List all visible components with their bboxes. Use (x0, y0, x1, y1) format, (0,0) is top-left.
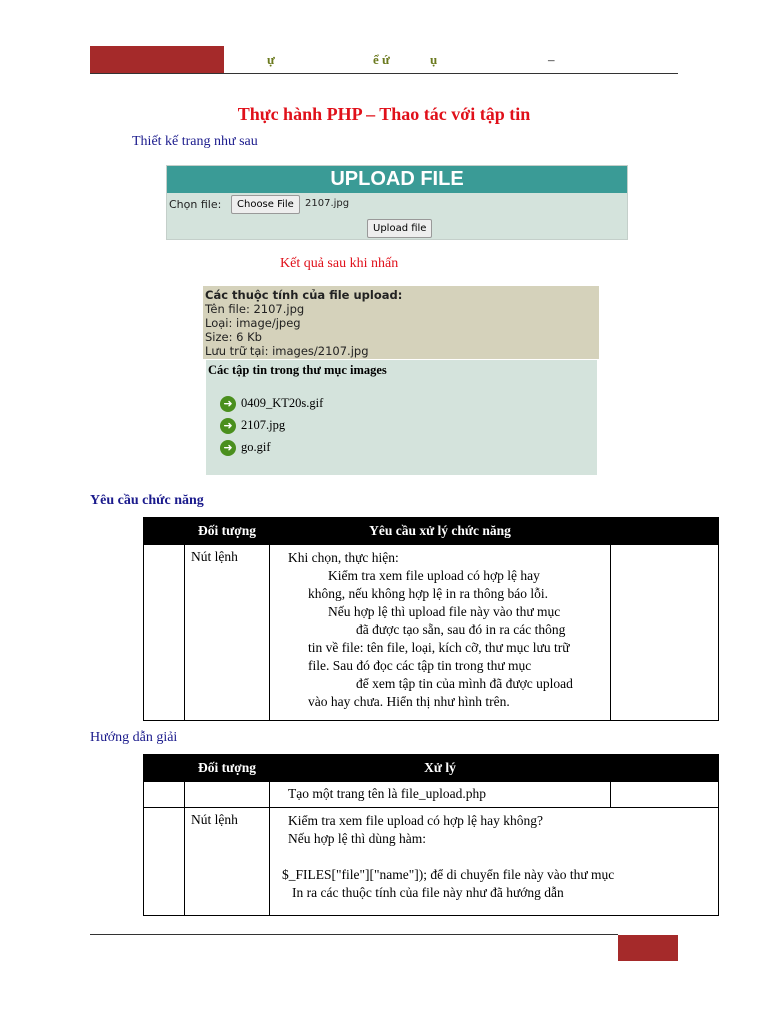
guide-heading: Hướng dẫn giải (90, 730, 178, 745)
table-cell (611, 782, 719, 808)
requirement-line: Nếu hợp lệ thì upload file này vào thư mục (328, 604, 561, 619)
header-fragment: ụ (430, 52, 438, 67)
footer-accent-bar (618, 935, 678, 961)
file-name: 2107.jpg (241, 418, 286, 432)
table-cell (144, 782, 185, 808)
files-list-heading: Các tập tin trong thư mục images (208, 363, 387, 377)
column-header (144, 755, 185, 782)
file-list-item (220, 418, 285, 434)
footer-rule (90, 934, 618, 935)
upload-file-button[interactable]: Upload file (367, 219, 432, 238)
property-line: Loại: image/jpeg (205, 316, 301, 330)
arrow-right-circle-icon: ➜ (220, 396, 236, 412)
guide-step-cell (270, 808, 719, 916)
table-cell (185, 782, 270, 808)
result-caption: Kết quả sau khi nhấn (280, 256, 399, 271)
property-line: Size: 6 Kb (205, 330, 262, 344)
table-cell (144, 545, 185, 721)
table-cell (144, 808, 185, 916)
requirement-line: Kiểm tra xem file upload có hợp lệ hay (328, 568, 540, 583)
arrow-right-circle-icon: ➜ (220, 440, 236, 456)
header-fragment: ể ứ (373, 52, 390, 67)
guide-spacer (276, 848, 712, 866)
guide-line: Nếu hợp lệ thì dùng hàm: (288, 831, 426, 846)
guide-line: Kiểm tra xem file upload có hợp lệ hay không? (288, 813, 543, 828)
requirement-cell (270, 545, 611, 721)
property-line: Lưu trữ tại: images/2107.jpg (205, 344, 369, 358)
column-header: Xử lý (270, 755, 611, 782)
column-header: Đối tượng (185, 755, 270, 782)
requirement-line: Khi chọn, thực hiện: (288, 550, 399, 565)
file-properties-panel (203, 286, 599, 359)
requirement-line: để xem tập tin của mình đã được upload (356, 676, 573, 691)
property-line: Tên file: 2107.jpg (205, 302, 305, 316)
upload-panel-heading: UPLOAD FILE (167, 166, 627, 193)
column-header: Yêu cầu xử lý chức năng (270, 518, 611, 545)
page-title: Thực hành PHP – Thao tác với tập tin (237, 104, 531, 124)
header-rule (90, 73, 678, 74)
header-fragment: ự (267, 52, 275, 67)
requirement-line: đã được tạo sẵn, sau đó in ra các thông (356, 622, 566, 637)
column-header (144, 518, 185, 545)
guide-table (143, 754, 719, 916)
requirements-heading: Yêu cầu chức năng (90, 493, 204, 508)
header-fragment: – (548, 52, 555, 67)
requirements-table (143, 517, 719, 721)
file-list-item (220, 440, 271, 456)
properties-heading: Các thuộc tính của file upload: (205, 288, 403, 302)
requirement-line: không, nếu không hợp lệ in ra thông báo lỗi. (308, 586, 548, 601)
choose-file-button[interactable]: Choose File (231, 195, 300, 214)
requirement-line: tin về file: tên file, loại, kích cỡ, thư mục lưu trữ (308, 640, 570, 655)
chosen-file-name: 2107.jpg (305, 198, 350, 209)
guide-line: In ra các thuộc tính của file này như đã hướng dẫn (292, 885, 564, 900)
column-header (611, 518, 719, 545)
object-cell: Nút lệnh (185, 808, 270, 916)
requirement-line: vào hay chưa. Hiển thị như hình trên. (308, 694, 510, 709)
file-list-item (220, 396, 323, 412)
header-accent-bar (90, 46, 224, 74)
column-header (611, 755, 719, 782)
upload-panel (166, 165, 628, 240)
design-heading: Thiết kế trang như sau (132, 134, 258, 149)
guide-step-cell: Tạo một trang tên là file_upload.php (270, 782, 611, 808)
guide-line: $_FILES["file"]["name"]); để di chuyển file này vào thư mục (282, 867, 615, 882)
table-cell (611, 545, 719, 721)
requirement-line: file. Sau đó đọc các tập tin trong thư mục (308, 658, 532, 673)
object-cell: Nút lệnh (185, 545, 270, 721)
file-name: 0409_KT20s.gif (241, 396, 324, 410)
column-header: Đối tượng (185, 518, 270, 545)
choose-file-label: Chọn file: (169, 198, 222, 211)
files-list-panel (206, 360, 597, 475)
arrow-right-circle-icon: ➜ (220, 418, 236, 434)
file-name: go.gif (241, 440, 271, 454)
